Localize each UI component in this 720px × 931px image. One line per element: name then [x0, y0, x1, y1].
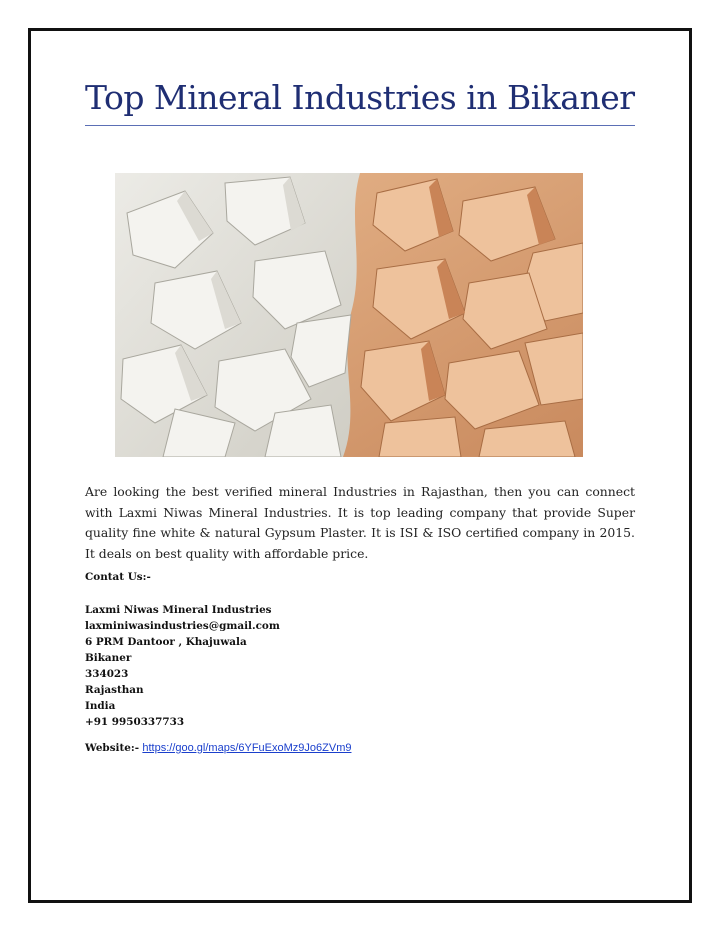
contact-section — [85, 571, 635, 730]
contact-country: India — [85, 700, 116, 712]
website-label: Website:- — [85, 742, 140, 754]
page-title: Top Mineral Industries in Bikaner — [85, 78, 635, 117]
website-link[interactable]: https://goo.gl/maps/6YFuExoMz9Jo6ZVm9 — [142, 742, 352, 754]
contact-phone: +91 9950337733 — [85, 716, 185, 728]
contact-city: Bikaner — [85, 652, 132, 664]
contact-company: Laxmi Niwas Mineral Industries — [85, 604, 272, 616]
description-paragraph: Are looking the best verified mineral Industries in Rajasthan, then you can connect with Laxmi Niwas Mineral Industries. It is top leading company that provide Super quality fine white & natural Gypsum Plaster. It is ISI & ISO certified company in 2015. It deals on best quality with affordable price. — [85, 484, 635, 561]
contact-pincode: 334023 — [85, 668, 129, 680]
contact-heading: Contat Us:- — [85, 571, 151, 583]
title-underline — [85, 125, 635, 126]
page-border — [28, 28, 692, 903]
contact-state: Rajasthan — [85, 684, 144, 696]
mineral-photo — [115, 173, 583, 457]
contact-email: laxminiwasindustries@gmail.com — [85, 620, 280, 632]
contact-address: 6 PRM Dantoor , Khajuwala — [85, 636, 247, 648]
website-line — [85, 742, 351, 754]
